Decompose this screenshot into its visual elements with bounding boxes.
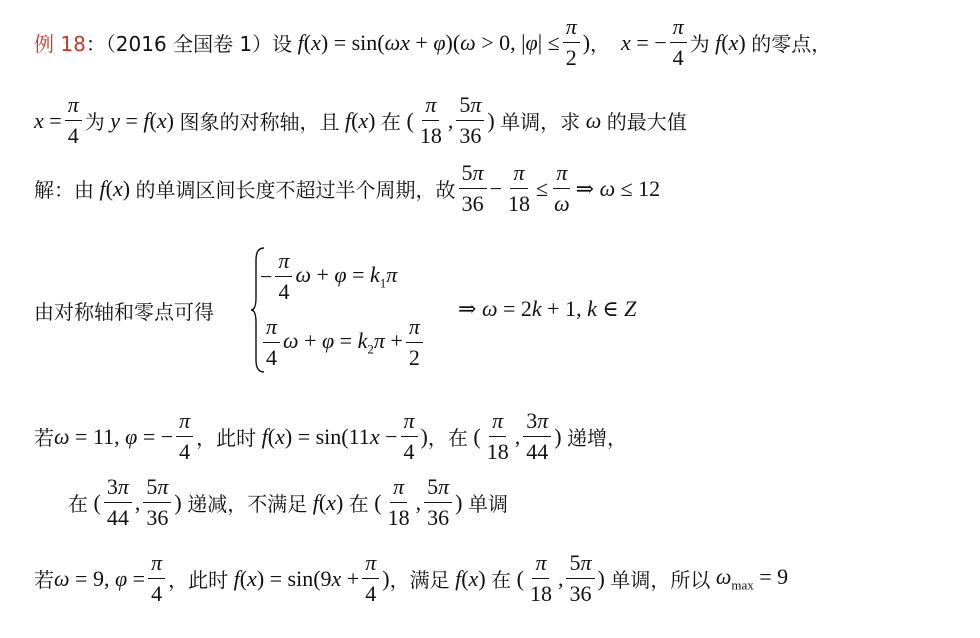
solution-line-2-label: 由对称轴和零点可得 — [34, 300, 214, 324]
case1-line-2: 在 ( $\frac{3\pi}{44}$ , $\frac{5\pi}{36}$ ) 递减，不满足 f(x) 在 ( $\frac{\pi}{18}$ , $\frac{5\pi}{36}$ ) 单调 — [68, 474, 508, 530]
frac-pi-2: $\frac{\pi}{2}$ — [563, 14, 580, 71]
system-eq-2: $\frac{\pi}{4}$ $\omega + \varphi = k_2\pi$ + $\frac{\pi}{2}$ — [260, 314, 426, 371]
frac-pi-4: $\frac{\pi}{4}$ — [65, 92, 82, 149]
problem-source: ：（2016 全国卷 1）设 — [85, 32, 293, 56]
system-eq-1: − $\frac{\pi}{4}$ $\omega + \varphi = k_1\pi$ — [260, 248, 398, 304]
equation-system — [250, 246, 470, 374]
system-result: ⇒ ω = 2k + 1, k ∈ Z — [458, 296, 637, 321]
problem-line-1: 例 18 ：（2016 全国卷 1）设 f(x) = sin(ωx + φ)(ω > 0, |φ| ≤ $\frac{\pi}{2}$ ) ， x = − $\frac{\pi}{4}$ 为 f(x) 的零点， — [34, 14, 832, 70]
frac-pi-4: $\frac{\pi}{4}$ — [670, 14, 687, 71]
problem-line-2: x = $\frac{\pi}{4}$ 为 y = f(x) 图象的对称轴，且 f(x) 在 ( $\frac{\pi}{18}$ , $\frac{5\pi}{36}$ ) 单调，求 ω 的最大值 — [34, 92, 687, 148]
math-x-zero: x = − — [621, 29, 667, 55]
example-label: 例 18 — [34, 32, 86, 56]
solution-line-1: 解：由 f(x) 的单调区间长度不超过半个周期，故 $\frac{5\pi}{36}$ − $\frac{\pi}{18}$ ≤ $\frac{\pi}{\omega}$ ⇒ ω ≤ 12 — [34, 160, 661, 216]
case2-line: 若 ω = 9, φ = $\frac{\pi}{4}$ ，此时 f(x) = sin(9x + $\frac{\pi}{4}$ ) ，满足 f(x) 在 ( $\frac{\pi}{18}$ , $\frac{5\pi}{36}$ ) 单调，所以 $\omega_{max} = 9$ — [34, 550, 789, 606]
math-f-def: f(x) = sin(ωx + φ)(ω > 0, |φ| ≤ — [297, 29, 560, 55]
case1-line-1: 若 ω = 11, φ = − $\frac{\pi}{4}$ ，此时 f(x) = sin(11x − $\frac{\pi}{4}$ ) ，在 ( $\frac{\pi}{18}$ , $\frac{3\pi}{44}$ ) 递增， — [34, 408, 628, 464]
